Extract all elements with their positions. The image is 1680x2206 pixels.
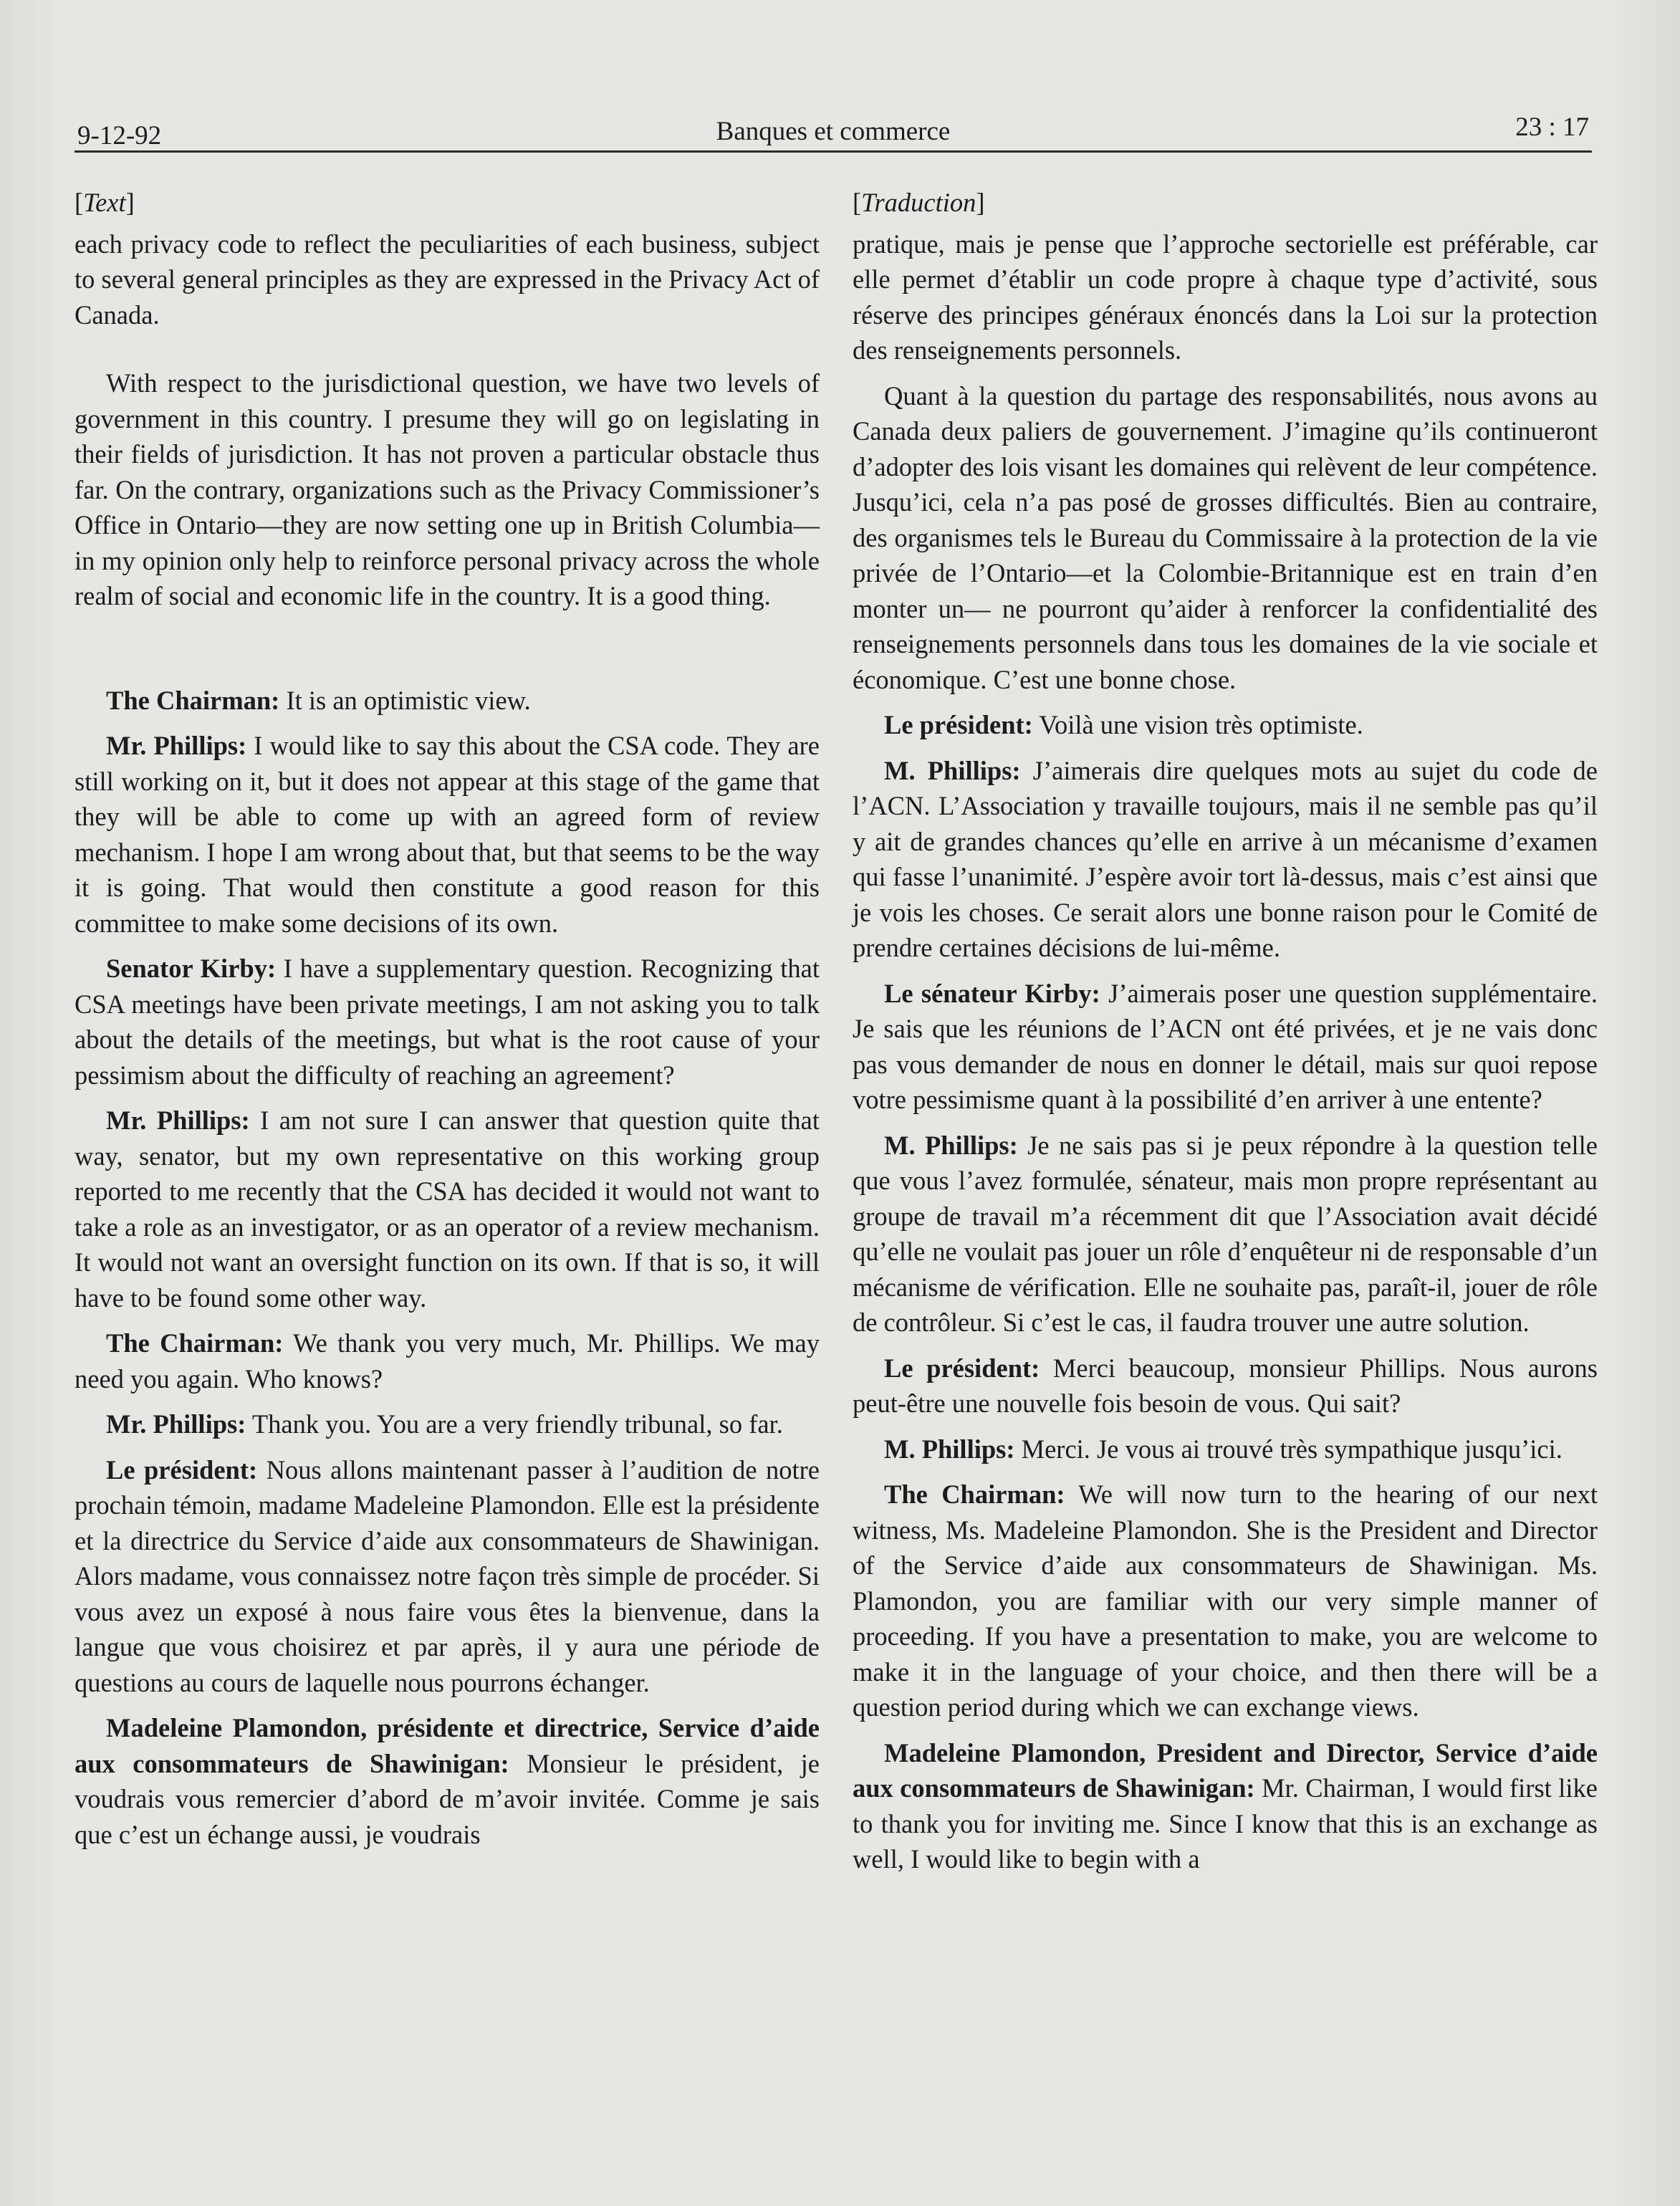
speaker: Le président: bbox=[884, 710, 1033, 739]
paragraph: Le président: Voilà une vision très optimiste. bbox=[884, 710, 1363, 739]
speaker: Madeleine Plamondon, President and Director, Service d’aide aux consommateurs de Shawinigan: bbox=[853, 1737, 1598, 1803]
speaker: Senator Kirby: bbox=[106, 954, 277, 983]
header-page-ref: 23 : 17 bbox=[1515, 112, 1589, 142]
paragraph: Le président: Nous allons maintenant passer à l’audition de notre prochain témoin, madame Madeleine Plamondon. Elle est la présidente et la directrice du Service d’aide aux consommateurs de Shawinigan. Alors madame, vous connaissez notre façon très simple de procéder. Si vous avez un exposé à nous faire vous êtes la bienvenue, dans la langue que vous choisirez et par après, il y aura une période de questions au cours de laquelle nous pourrons échanger. bbox=[75, 1454, 820, 1697]
speaker: Mr. Phillips: bbox=[106, 1106, 250, 1135]
speaker: Le président: bbox=[884, 1353, 1040, 1383]
paragraph: Quant à la question du partage des responsabilités, nous avons au Canada deux paliers de gouvernement. J’imagine qu’ils continueront d’adopter des lois visant les domaines qui relèvent de leur compétence. Jusqu’ici, cela n’a pas posé de grosses difficultés. Bien au contraire, des organismes tels le Bureau du Commissaire à la protection de la vie privée de l’Ontario—et la Colombie-Britannique est en train d’en monter un— ne pourront qu’aider à renforcer la confidentialité des renseignements personnels dans tous les domaines de la vie sociale et économique. C’est une bonne chose. bbox=[853, 380, 1598, 694]
paragraph: With respect to the jurisdictional question, we have two levels of government in this country. I presume they will go on legislating in their fields of jurisdiction. It has not proven a particular obstacle thus far. On the contrary, organizations such as the Privacy Commissioner’s Office in Ontario—they are now setting one up in British Columbia—in my opinion only help to reinforce personal privacy across the whole realm of social and economic life in the country. It is a good thing. bbox=[75, 368, 820, 610]
paragraph: M. Phillips: Je ne sais pas si je peux répondre à la question telle que vous l’avez formulée, sénateur, mais mon propre représentant au groupe de travail m’a récemment dit que l’Association avait décidé qu’elle ne voulait pas jouer un rôle d’enquêteur ni de responsable d’un mécanisme de vérification. Elle ne souhaite pas, paraît-il, jouer de rôle de contrôleur. Si c’est le cas, il faudra trouver une autre solution. bbox=[853, 1130, 1598, 1337]
paragraph: Senator Kirby: I have a supplementary question. Recognizing that CSA meetings have been private meetings, I am not asking you to talk about the details of the meetings, but what is the root cause of your pessimism about the difficulty of reaching an agreement? bbox=[75, 954, 820, 1090]
speaker: The Chairman: bbox=[884, 1480, 1065, 1509]
paragraph: M. Phillips: J’aimerais dire quelques mots au sujet du code de l’ACN. L’Association y travaille toujours, mais il ne semble pas qu’il y ait de grandes chances qu’elle en arrive à un mécanisme d’examen qui fasse l’unanimité. J’espère avoir tort là-dessus, mais c’est ainsi que je vois les choses. Ce serait alors une bonne raison pour le Comité de prendre certaines décisions de lui-même. bbox=[853, 755, 1598, 962]
header-committee: Banques et commerce bbox=[716, 117, 951, 146]
paragraph: Mr. Phillips: I am not sure I can answer that question quite that way, senator, but my own representative on this working group reported to me recently that the CSA has decided it would not want to take a role as an investigator, or as an operator of a review mechanism. It would not want an oversight function on its own. If that is so, it will have to be found some other way. bbox=[75, 1106, 820, 1313]
speaker: M. Phillips: bbox=[884, 1130, 1018, 1160]
text-tag: [Text] bbox=[75, 188, 135, 217]
speaker: Mr. Phillips: bbox=[106, 731, 247, 760]
speaker: The Chairman: bbox=[106, 1328, 284, 1358]
paragraph: Mr. Phillips: Thank you. You are a very friendly tribunal, so far. bbox=[106, 1409, 783, 1439]
speaker: Mr. Phillips: bbox=[106, 1409, 246, 1439]
left-column bbox=[75, 185, 820, 1852]
speaker: Le président: bbox=[106, 1454, 258, 1485]
speaker: Madeleine Plamondon, présidente et directrice, Service d’aide aux consommateurs de Shawinigan: bbox=[75, 1713, 820, 1778]
paragraph: Mr. Phillips: I would like to say this about the CSA code. They are still working on it, but it does not appear at this stage of the game that they will be able to come up with an agreed form of review mechanism. I hope I am wrong about that, but that seems to be the way it is going. That would then constitute a good reason for this committee to make some decisions of its own. bbox=[75, 731, 820, 938]
paragraph: Le sénateur Kirby: J’aimerais poser une question supplémentaire. Je sais que les réunions de l’ACN ont été privées, et je ne vais donc pas vous demander de nous en donner le détail, mais sur quoi repose votre pessimisme quant à la possibilité d’en arriver à une entente? bbox=[853, 978, 1598, 1114]
paragraph: Le président: Merci beaucoup, monsieur Phillips. Nous aurons peut-être une nouvelle fois besoin de vous. Qui sait? bbox=[853, 1353, 1598, 1418]
speaker: M. Phillips: bbox=[884, 755, 1021, 785]
right-column bbox=[853, 185, 1598, 1877]
paragraph: pratique, mais je pense que l’approche sectorielle est préférable, car elle permet d’établir un code propre à chaque type d’activité, sous réserve des principes généraux énoncés dans la Loi sur la protection des renseignements personnels. bbox=[853, 229, 1598, 365]
paragraph: Madeleine Plamondon, President and Director, Service d’aide aux consommateurs de Shawinigan: Mr. Chairman, I would first like to thank you for inviting me. Since I know that this is an exchange as well, I would like to begin with a bbox=[853, 1737, 1598, 1874]
speaker: M. Phillips: bbox=[884, 1434, 1015, 1464]
paragraph: M. Phillips: Merci. Je vous ai trouvé très sympathique jusqu’ici. bbox=[884, 1434, 1563, 1464]
translation-tag: [Traduction] bbox=[853, 188, 985, 217]
paragraph: each privacy code to reflect the peculiarities of each business, subject to several general principles as they are expressed in the Privacy Act of Canada. bbox=[75, 229, 820, 330]
speaker: The Chairman: bbox=[106, 685, 280, 715]
paragraph: The Chairman: It is an optimistic view. bbox=[106, 685, 531, 715]
header-date: 9-12-92 bbox=[77, 121, 162, 150]
paragraph: The Chairman: We will now turn to the hearing of our next witness, Ms. Madeleine Plamondon. She is the President and Director of the Service d’aide aux consommateurs de Shawinigan. Ms. Plamondon, you are familiar with our very simple manner of proceeding. If you have a presentation to make, you are welcome to make it in the language of your choice, and then there will be a question period during which we can exchange views. bbox=[853, 1480, 1598, 1722]
paragraph: Madeleine Plamondon, présidente et directrice, Service d’aide aux consommateurs de Shawinigan: Monsieur le président, je voudrais vous remercier d’abord de m’avoir invitée. Comme je sais que c’est un échange aussi, je voudrais bbox=[75, 1713, 820, 1849]
paragraph: The Chairman: We thank you very much, Mr. Phillips. We may need you again. Who knows? bbox=[75, 1328, 820, 1394]
page-header bbox=[75, 106, 1592, 153]
speaker: Le sénateur Kirby: bbox=[884, 978, 1100, 1008]
